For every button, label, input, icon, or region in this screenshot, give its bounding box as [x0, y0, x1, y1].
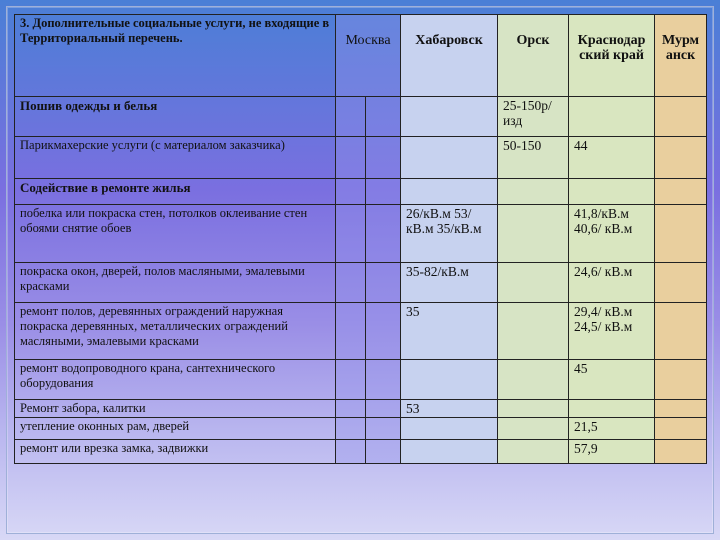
- table-row: [15, 97, 707, 137]
- khabarovsk-value: 53: [401, 400, 498, 418]
- moscow-cell-a: [336, 360, 366, 400]
- orsk-value: 50-150: [498, 137, 569, 179]
- khabarovsk-value: 35: [401, 303, 498, 360]
- krasnodar-value: 44: [569, 137, 655, 179]
- khabarovsk-value: [401, 97, 498, 137]
- moscow-cell-b: [366, 205, 401, 263]
- row-label: утепление оконных рам, дверей: [15, 418, 336, 440]
- row-label: ремонт полов, деревянных ограждений наружная покраска деревянных, металлических ограждений масляными, эмалевыми красками: [15, 303, 336, 360]
- krasnodar-value: [569, 179, 655, 205]
- row-label: ремонт водопроводного крана, сантехнического оборудования: [15, 360, 336, 400]
- row-label: Ремонт забора, калитки: [15, 400, 336, 418]
- moscow-cell-a: [336, 137, 366, 179]
- header-city-moscow: Москва: [336, 15, 401, 97]
- krasnodar-value: 21,5: [569, 418, 655, 440]
- khabarovsk-value: [401, 179, 498, 205]
- khabarovsk-value: 35-82/кВ.м: [401, 263, 498, 303]
- murmansk-value: [655, 97, 707, 137]
- header-city-orsk: Орск: [498, 15, 569, 97]
- moscow-cell-a: [336, 303, 366, 360]
- table-row: [15, 400, 707, 418]
- row-label: ремонт или врезка замка, задвижки: [15, 440, 336, 464]
- khabarovsk-value: [401, 418, 498, 440]
- moscow-cell-b: [366, 97, 401, 137]
- murmansk-value: [655, 400, 707, 418]
- header-label: 3. Дополнительные социальные услуги, не входящие в Территориальный перечень.: [15, 15, 336, 97]
- khabarovsk-value: 26/кВ.м 53/кВ.м 35/кВ.м: [401, 205, 498, 263]
- moscow-cell-b: [366, 440, 401, 464]
- orsk-value: [498, 360, 569, 400]
- orsk-value: [498, 263, 569, 303]
- murmansk-value: [655, 263, 707, 303]
- krasnodar-value: 45: [569, 360, 655, 400]
- moscow-cell-a: [336, 97, 366, 137]
- orsk-value: [498, 179, 569, 205]
- moscow-cell-a: [336, 263, 366, 303]
- row-label: побелка или покраска стен, потолков оклеивание стен обоями снятие обоев: [15, 205, 336, 263]
- krasnodar-value: 29,4/ кВ.м 24,5/ кВ.м: [569, 303, 655, 360]
- header-city-khabarovsk: Хабаровск: [401, 15, 498, 97]
- moscow-cell-b: [366, 360, 401, 400]
- moscow-cell-a: [336, 400, 366, 418]
- row-label: Парикмахерские услуги (с материалом заказчика): [15, 137, 336, 179]
- orsk-value: [498, 400, 569, 418]
- orsk-value: [498, 205, 569, 263]
- krasnodar-value: [569, 97, 655, 137]
- krasnodar-value: 24,6/ кВ.м: [569, 263, 655, 303]
- krasnodar-value: 41,8/кВ.м 40,6/ кВ.м: [569, 205, 655, 263]
- orsk-value: 25-150р/изд: [498, 97, 569, 137]
- moscow-cell-b: [366, 418, 401, 440]
- row-label: Пошив одежды и белья: [15, 97, 336, 137]
- table-row: [15, 179, 707, 205]
- table-row: [15, 263, 707, 303]
- moscow-cell-b: [366, 179, 401, 205]
- moscow-cell-a: [336, 440, 366, 464]
- orsk-value: [498, 418, 569, 440]
- moscow-cell-b: [366, 263, 401, 303]
- murmansk-value: [655, 440, 707, 464]
- services-table: [14, 14, 707, 464]
- orsk-value: [498, 440, 569, 464]
- header-row: [15, 15, 707, 97]
- krasnodar-value: [569, 400, 655, 418]
- moscow-cell-a: [336, 179, 366, 205]
- table-row: [15, 440, 707, 464]
- moscow-cell-a: [336, 418, 366, 440]
- header-city-murmansk: Мурм анск: [655, 15, 707, 97]
- krasnodar-value: 57,9: [569, 440, 655, 464]
- table-row: [15, 360, 707, 400]
- murmansk-value: [655, 360, 707, 400]
- khabarovsk-value: [401, 440, 498, 464]
- murmansk-value: [655, 137, 707, 179]
- khabarovsk-value: [401, 360, 498, 400]
- murmansk-value: [655, 303, 707, 360]
- header-city-krasnodar: Краснодар ский край: [569, 15, 655, 97]
- moscow-cell-b: [366, 303, 401, 360]
- murmansk-value: [655, 179, 707, 205]
- table-row: [15, 205, 707, 263]
- row-label: покраска окон, дверей, полов масляными, эмалевыми красками: [15, 263, 336, 303]
- orsk-value: [498, 303, 569, 360]
- murmansk-value: [655, 205, 707, 263]
- table-row: [15, 418, 707, 440]
- murmansk-value: [655, 418, 707, 440]
- moscow-cell-a: [336, 205, 366, 263]
- moscow-cell-b: [366, 400, 401, 418]
- row-label: Содействие в ремонте жилья: [15, 179, 336, 205]
- khabarovsk-value: [401, 137, 498, 179]
- table-row: [15, 303, 707, 360]
- moscow-cell-b: [366, 137, 401, 179]
- table-row: [15, 137, 707, 179]
